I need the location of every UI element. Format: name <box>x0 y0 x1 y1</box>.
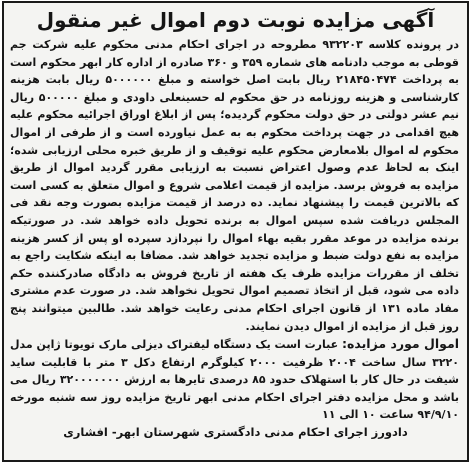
property-section <box>10 335 459 424</box>
property-text: عبارت است یک دستگاه لیفتراک دیزلی مارک تویوتا ژاپن مدل ۳۲۲۰ سال ساخت ۲۰۰۴ ظرفیت ۲۰۰۰ کیلوگرم ارتفاع دکل ۳ متر با قابلیت ساید شیفت در حال کار با استهلاک حدود ۸۵ درصدی تایرها به ارزش ۳۲۰۰۰۰۰۰۰ ریال می باشد و محل مزایده دفتر اجرای احکام مدنی ابهر تاریخ مزایده روز سه شنبه مورخه ۹۴/۹/۱۰ ساعت ۱۰ الی ۱۱ <box>10 338 459 422</box>
property-heading: اموال مورد مزایده: <box>342 336 459 352</box>
auction-notice <box>2 1 469 462</box>
notice-title: آگهی مزایده نوبت دوم اموال غیر منقول <box>36 8 435 32</box>
notice-paragraph: در پرونده کلاسه ۹۳۲۲۰۳ مطروحه در اجرای احکام مدنی محکوم علیه شرکت جم قوطی به موجب دادنامه های شماره ۳۵۹ و ۳۶۰ صادره از اداره کار ابهر محکوم است به پرداخت ۲۱۸۴۵۰۴۷۴ ریال بابت اصل خواسته و مبلغ ۵۰۰۰۰۰۰ ریال بابت هزینه کارشناسی و هزینه روزنامه در حق محکوم له حسینعلی داودی و مبلغ ۵۰۰۰۰۰ ریال نیم عشر دولتی در حق دولت محکوم گردیده؛ پس از ابلاغ اوراق اجرائیه محکوم علیه هیچ اقدامی در جهت پرداخت محکوم به به عمل نیاورده است و از طرفی از اموال محکوم له اموال بلامعارض محکوم علیه توقیف و از طریق خبره محلی ارزیابی شده؛ اینک به لحاظ عدم وصول اعتراض نسبت به ارزیابی مقرر گردید اموال از طریق مزایده به فروش برسد. مزایده از قیمت اعلامی شروع و اموال متعلق به کسی است که بالاترین قیمت را پیشنهاد نماید. ده درصد از قیمت مزایده بصورت وجه نقد فی المجلس دریافت شده سپس اموال به برنده تحویل داده خواهد شد. در صورتیکه برنده مزایده در موعد مقرر بقیه بهاء اموال را نپردازد سپرده او پس از کسر هزینه مزایده به نفع دولت ضبط و مزایده تجدید خواهد شد. مضافا به اینکه شکایت راجع به تخلف از مقررات مزایده ظرف یک هفته از تاریخ فروش به دادگاه صادرکننده حکم داده می شود، قبل از اتخاذ تصمیم اموال تحویل نخواهد شد. در صورت عدم مشتری مفاد ماده ۱۳۱ از قانون اجرای احکام مدنی رعایت خواهد شد. طالبین میتوانند پنج روز قبل از مزایده از اموال دیدن نمایند. <box>10 38 459 333</box>
notice-body <box>4 36 467 424</box>
signature: دادورز اجرای احکام مدنی دادگستری شهرستان ابهر- افشاری <box>63 425 408 440</box>
